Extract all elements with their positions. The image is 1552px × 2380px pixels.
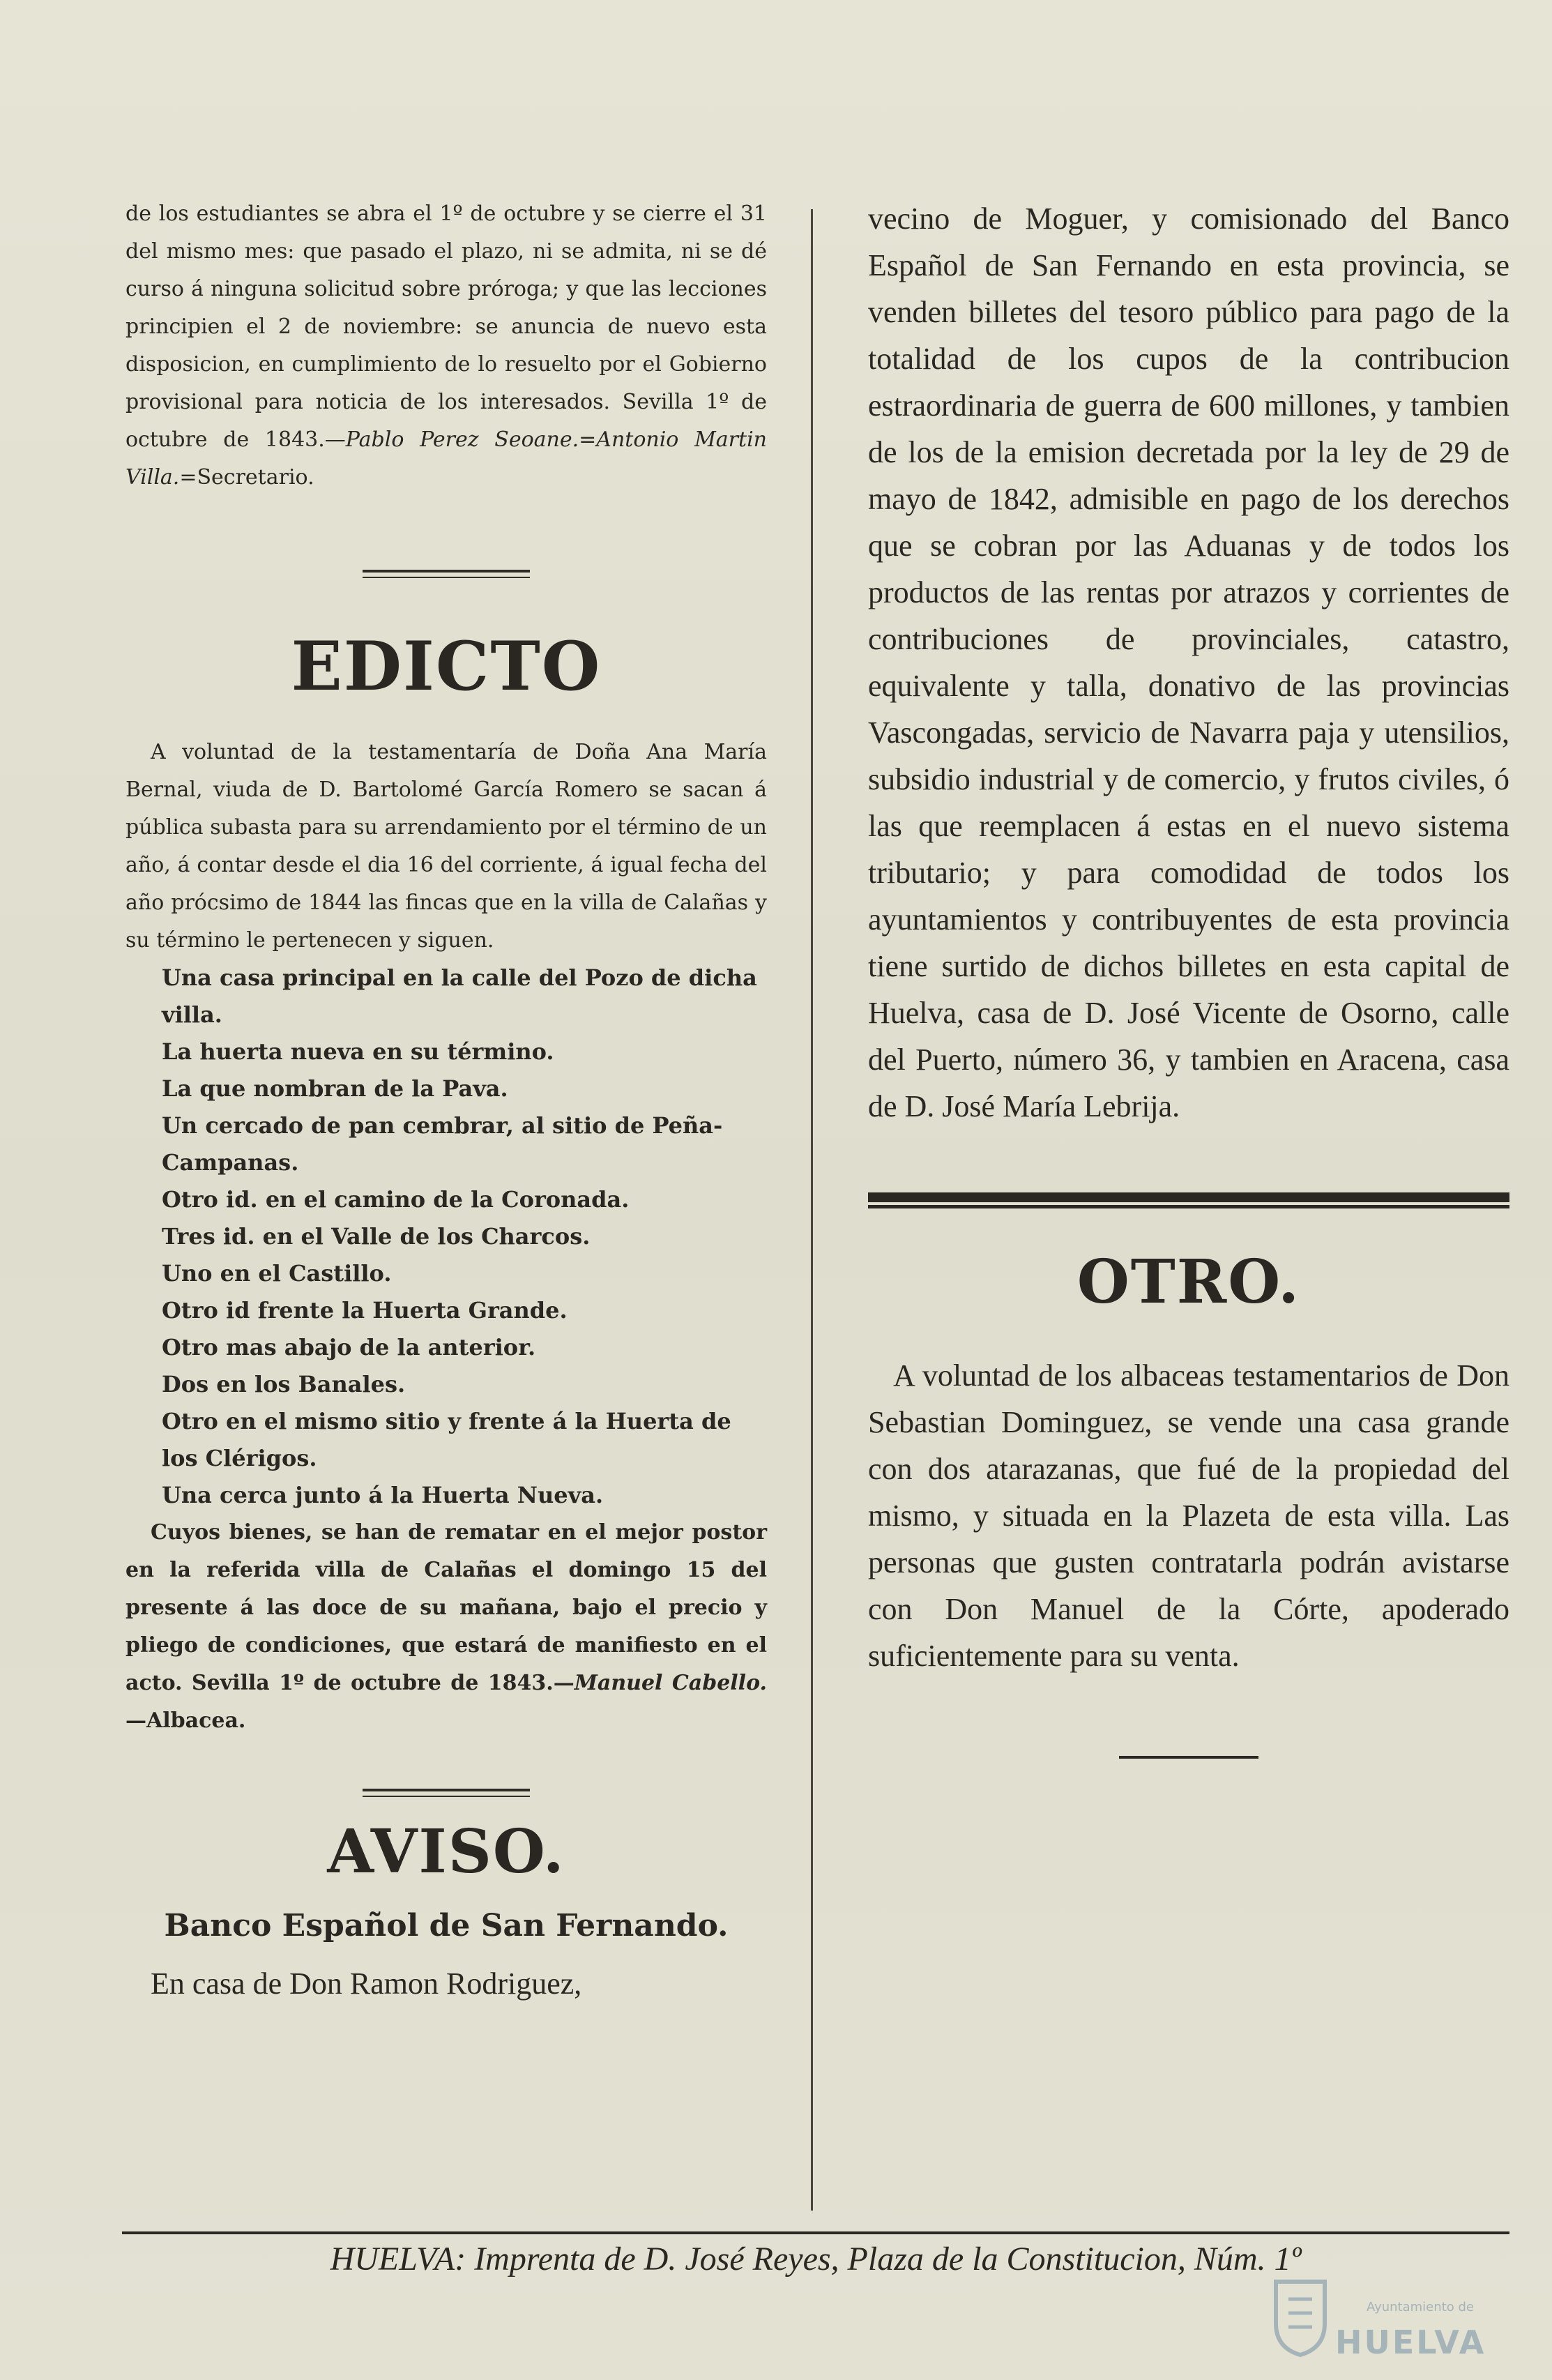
end-rule xyxy=(1119,1756,1258,1759)
edicto-heading: EDICTO xyxy=(291,627,602,706)
imprint-footer: HUELVA: Imprenta de D. José Reyes, Plaza de la Constitucion, Núm. 1º xyxy=(330,2241,1302,2277)
otro-heading: OTRO. xyxy=(1076,1247,1301,1317)
aviso-continuation: vecino de Moguer, y comisionado del Banco Español de San Fernando en esta provincia, se venden billetes del tesoro público para pago de la totalidad de los cupos de la contribucion estraordinaria de guerra de 600 millones, y tambien de los de la emision decretada por la ley de 29 de mayo de 1842, admisible en pago de los derechos que se cobran por las Aduanas y de todos los productos de las rentas por atrazos y corrientes de contribuciones de provinciales, catastro, equivalente y talla, donativo de las provincias Vascongadas, servicio de Navarra paja y utensilios, subsidio industrial y de comercio, y frutos civiles, ó las que reemplacen á estas en el nuevo sistema tributario; y para comodidad de todos los ayuntamientos y contribuyentes de esta provincia tiene surtido de dichos billetes en esta capital de Huelva, casa de D. José Vicente de Osorno, calle del Puerto, número 36, y tambien en Aracena, casa de D. José María Lebrija. xyxy=(868,202,1509,1123)
ornament-rule xyxy=(363,1789,530,1797)
list-item: Dos en los Banales. xyxy=(162,1371,406,1397)
section-rule xyxy=(868,1192,1509,1205)
aviso-bank-name: Banco Español de San Fernando. xyxy=(164,1908,729,1943)
notice-signature: Pablo Perez Seoane.=Antonio Martin Villa. xyxy=(125,427,767,490)
list-item: Otro id. en el camino de la Coronada. xyxy=(162,1186,630,1213)
right-column xyxy=(868,195,1509,1759)
list-item: La huerta nueva en su término. xyxy=(162,1038,554,1065)
notice-text: de los estudiantes se abra el 1º de octubre y se cierre el 31 del mismo mes: que pasado el plazo, ni se admita, ni se dé curso á ninguna solicitud sobre próroga; y que las lecciones principien el 2 de noviembre: se anuncia de nuevo esta disposicion, en cumplimiento de lo resuelto por el Gobierno provisional para noticia de los interesados. Sevilla 1º de octubre de 1843.— xyxy=(125,202,767,452)
list-item: Un cercado de pan cembrar, al sitio de Peña-Campanas. xyxy=(162,1112,723,1176)
edicto-closing-text: Cuyos bienes, se han de rematar en el mejor postor en la referida villa de Calañas el domingo 15 del presente á las doce de su mañana, bajo el precio y pliego de condiciones, que estará de manifiesto en el acto. Sevilla 1º de octubre de 1843.— xyxy=(125,1520,767,1695)
list-item: La que nombran de la Pava. xyxy=(162,1075,508,1102)
otro-paragraph: A voluntad de los albaceas testamentarios de Don Sebastian Dominguez, se vende una casa grande con dos atarazanas, que fué de la propiedad del mismo, y situada en la Plazeta de esta villa. Las personas que gusten contratarla podrán avistarse con Don Manuel de la Córte, apoderado suficientemente para su venta. xyxy=(868,1358,1509,1673)
edicto-signature: Manuel Cabello. xyxy=(574,1671,767,1695)
edicto-intro: A voluntad de la testamentaría de Doña Ana María Bernal, viuda de D. Bartolomé García Romero se sacan á pública subasta para su arrendamiento por el término de un año, á contar desde el dia 16 del corriente, á igual fecha del año prócsimo de 1844 las fincas que en la villa de Calañas y su término le pertenecen y siguen. xyxy=(125,740,767,953)
list-item: Otro mas abajo de la anterior. xyxy=(162,1334,536,1360)
list-item: Tres id. en el Valle de los Charcos. xyxy=(162,1223,591,1250)
aviso-heading: AVISO. xyxy=(327,1817,565,1887)
notice-closing: =Secretario. xyxy=(179,465,314,490)
left-column xyxy=(125,195,767,2007)
list-item: Otro id frente la Huerta Grande. xyxy=(162,1297,568,1324)
footer-rule xyxy=(122,2231,1509,2234)
edicto-role: —Albacea. xyxy=(125,1708,246,1733)
ornament-rule xyxy=(363,570,530,578)
logo-subtitle: Ayuntamiento de xyxy=(1367,2300,1474,2314)
aviso-start: En casa de Don Ramon Rodriguez, xyxy=(151,1966,582,2001)
list-item: Una cerca junto á la Huerta Nueva. xyxy=(162,1482,604,1508)
list-item: Uno en el Castillo. xyxy=(162,1260,392,1287)
list-item: Una casa principal en la calle del Pozo de dicha villa. xyxy=(162,964,757,1028)
edicto-closing-paragraph xyxy=(125,1514,767,1740)
list-item: Otro en el mismo sitio y frente á la Huerta de los Clérigos. xyxy=(162,1408,731,1471)
city-shield-icon xyxy=(1269,2275,1332,2358)
huelva-watermark-logo xyxy=(1269,2275,1499,2365)
notice-paragraph xyxy=(125,195,767,497)
column-divider xyxy=(811,209,813,2211)
logo-wordmark: HUELVA xyxy=(1335,2324,1486,2361)
